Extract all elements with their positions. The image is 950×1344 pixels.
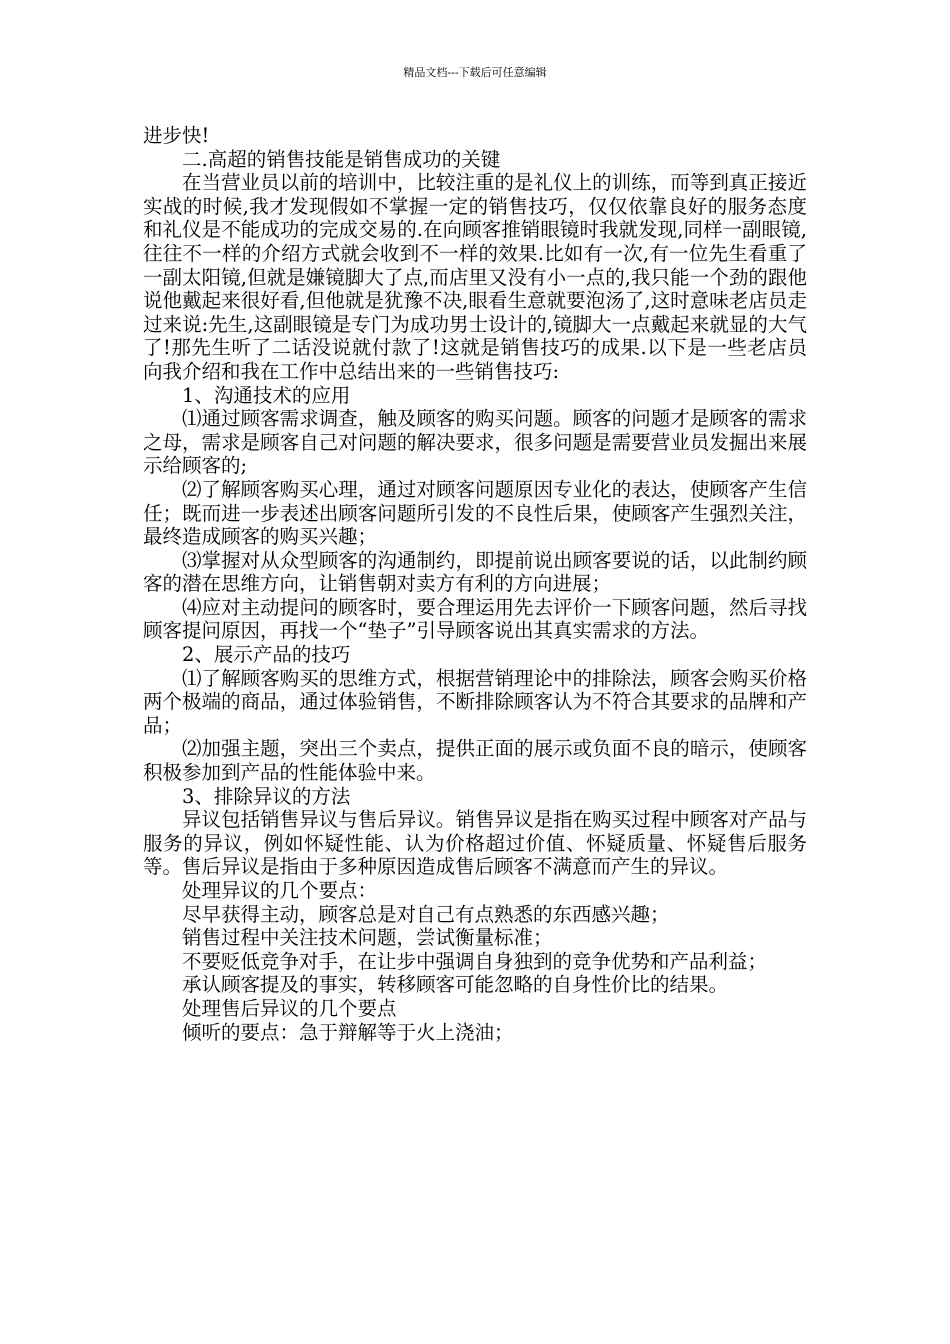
document-body bbox=[143, 124, 807, 1044]
body-paragraph: 在当营业员以前的培训中，比较注重的是礼仪上的训练，而等到真正接近实战的时候,我才发现假如不掌握一定的销售技巧，仅仅依靠良好的服务态度和礼仪是不能成功的完成交易的.在向顾客推销眼镜时我就发现,同样一副眼镜,往往不一样的介绍方式就会收到不一样的效果.比如有一次,有一位先生看重了一副太阳镜,但就是嫌镜脚大了点,而店里又没有小一点的,我只能一个劲的跟他说他戴起来很好看,但他就是犹豫不决,眼看生意就要泡汤了,这时意味老店员走过来说:先生,这副眼镜是专门为成功男士设计的,镜脚大一点戴起来就显的大气了!那先生听了二话没说就付款了!这就是销售技巧的成果.以下是一些老店员向我介绍和我在工作中总结出来的一些销售技巧: bbox=[143, 171, 807, 383]
list-item: ⑴了解顾客购买的思维方式，根据营销理论中的排除法，顾客会购买价格两个极端的商品，通过体验销售，不断排除顾客认为不符合其要求的品牌和产品； bbox=[143, 666, 807, 737]
list-item: ⑷应对主动提问的顾客时，要合理运用先去评价一下顾客问题，然后寻找顾客提问原因，再找一个“垫子”引导顾客说出其真实需求的方法。 bbox=[143, 595, 807, 643]
body-paragraph: 承认顾客提及的事实，转移顾客可能忽略的自身性价比的结果。 bbox=[182, 973, 729, 997]
list-item: ⑶掌握对从众型顾客的沟通制约，即提前说出顾客要说的话，以此制约顾客的潜在思维方向，让销售朝对卖方有利的方向进展； bbox=[143, 548, 807, 596]
body-paragraph: 处理异议的几个要点： bbox=[182, 879, 378, 902]
subsection-heading: 1、沟通技术的应用 bbox=[182, 383, 351, 407]
list-item: ⑵了解顾客购买心理，通过对顾客问题原因专业化的表达，使顾客产生信任；既而进一步表述出顾客问题所引发的不良性后果，使顾客产生强烈关注，最终造成顾客的购买兴趣； bbox=[143, 477, 807, 549]
body-paragraph: 倾听的要点：急于辩解等于火上浇油； bbox=[182, 1020, 514, 1044]
page-header: 精品文档---下载后可任意编辑 bbox=[403, 66, 547, 79]
body-paragraph: 不要贬低竞争对手，在让步中强调自身独到的竞争优势和产品利益； bbox=[182, 949, 768, 973]
body-paragraph: 处理售后异议的几个要点 bbox=[182, 996, 397, 1020]
list-item: ⑴通过顾客需求调查，触及顾客的购买问题。顾客的问题才是顾客的需求之母，需求是顾客自己对问题的解决要求，很多问题是需要营业员发掘出来展示给顾客的; bbox=[143, 407, 807, 478]
paragraph-continuation: 进步快! bbox=[143, 124, 210, 147]
body-paragraph: 异议包括销售异议与售后异议。销售异议是指在购买过程中顾客对产品与服务的异议，例如怀疑性能、认为价格超过价值、怀疑质量、怀疑售后服务等。售后异议是指由于多种原因造成售后顾客不满意而产生的异议。 bbox=[143, 808, 807, 879]
body-paragraph: 销售过程中关注技术问题，尝试衡量标准； bbox=[182, 926, 553, 950]
subsection-heading: 2、展示产品的技巧 bbox=[182, 643, 351, 667]
section-heading: 二.高超的销售技能是销售成功的关键 bbox=[182, 147, 501, 171]
list-item: ⑵加强主题，突出三个卖点，提供正面的展示或负面不良的暗示，使顾客积极参加到产品的性能体验中来。 bbox=[143, 737, 807, 785]
body-paragraph: 尽早获得主动，顾客总是对自己有点熟悉的东西感兴趣； bbox=[182, 902, 670, 926]
subsection-heading: 3、排除异议的方法 bbox=[182, 784, 351, 808]
